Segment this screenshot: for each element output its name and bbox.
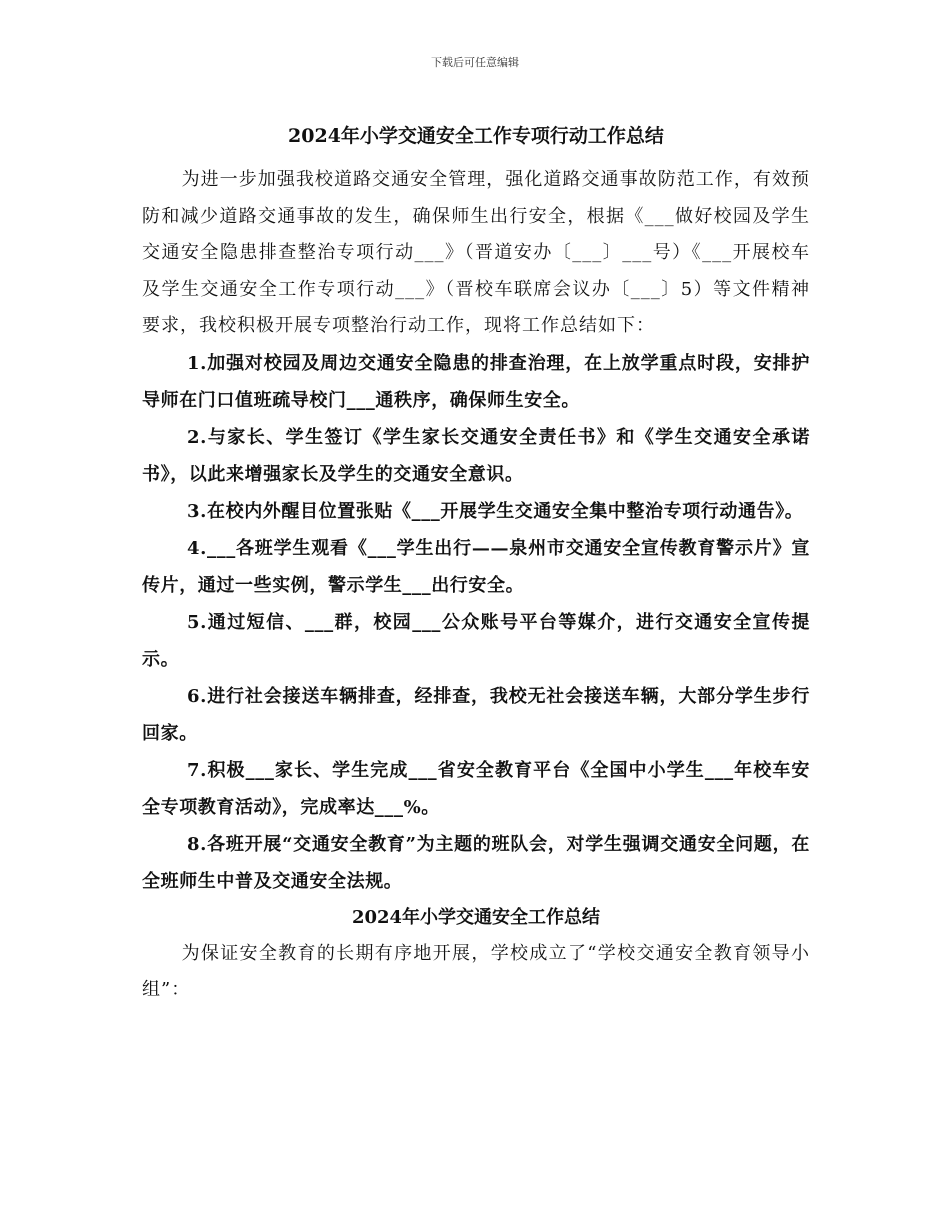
list-item: 2.与家长、学生签订《学生家长交通安全责任书》和《学生交通安全承诺书》，以此来增强家长及学生的交通安全意识。 xyxy=(142,426,810,485)
list-item: 4.___各班学生观看《___学生出行——泉州市交通安全宣传教育警示片》宣传片，通过一些实例，警示学生___出行安全。 xyxy=(142,537,810,596)
list-item: 8.各班开展“交通安全教育”为主题的班队会，对学生强调交通安全问题，在全班师生中普及交通安全法规。 xyxy=(142,833,810,892)
document-body xyxy=(142,122,810,1009)
section-subtitle: 2024年小学交通安全工作总结 xyxy=(351,906,601,928)
list-item: 3.在校内外醒目位置张贴《___开展学生交通安全集中整治专项行动通告》。 xyxy=(187,500,804,522)
intro-paragraph: 为进一步加强我校道路交通安全管理，强化道路交通事故防范工作，有效预防和减少道路交通事故的发生，确保师生出行安全，根据《___做好校园及学生交通安全隐患排查整治专项行动___》（晋道安办〔___〕___号）《___开展校车及学生交通安全工作专项行动___》（晋校车联席会议办〔___〕5）等文件精神要求，我校积极开展专项整治行动工作，现将工作总结如下： xyxy=(142,169,810,336)
list-item: 7.积极___家长、学生完成___省安全教育平台《全国中小学生___年校车安全专项教育活动》，完成率达___%。 xyxy=(142,759,810,818)
list-item: 1.加强对校园及周边交通安全隐患的排查治理，在上放学重点时段，安排护导师在门口值班疏导校门___通秩序，确保师生安全。 xyxy=(142,352,810,411)
list-item: 5.通过短信、___群，校园___公众账号平台等媒介，进行交通安全宣传提示。 xyxy=(142,611,810,670)
header-note: 下载后可任意编辑 xyxy=(431,56,519,69)
list-item: 6.进行社会接送车辆排查，经排查，我校无社会接送车辆，大部分学生步行回家。 xyxy=(142,685,810,744)
document-title: 2024年小学交通安全工作专项行动工作总结 xyxy=(288,125,664,147)
second-intro-paragraph: 为保证安全教育的长期有序地开展，学校成立了“学校交通安全教育领导小组”： xyxy=(142,942,810,1000)
